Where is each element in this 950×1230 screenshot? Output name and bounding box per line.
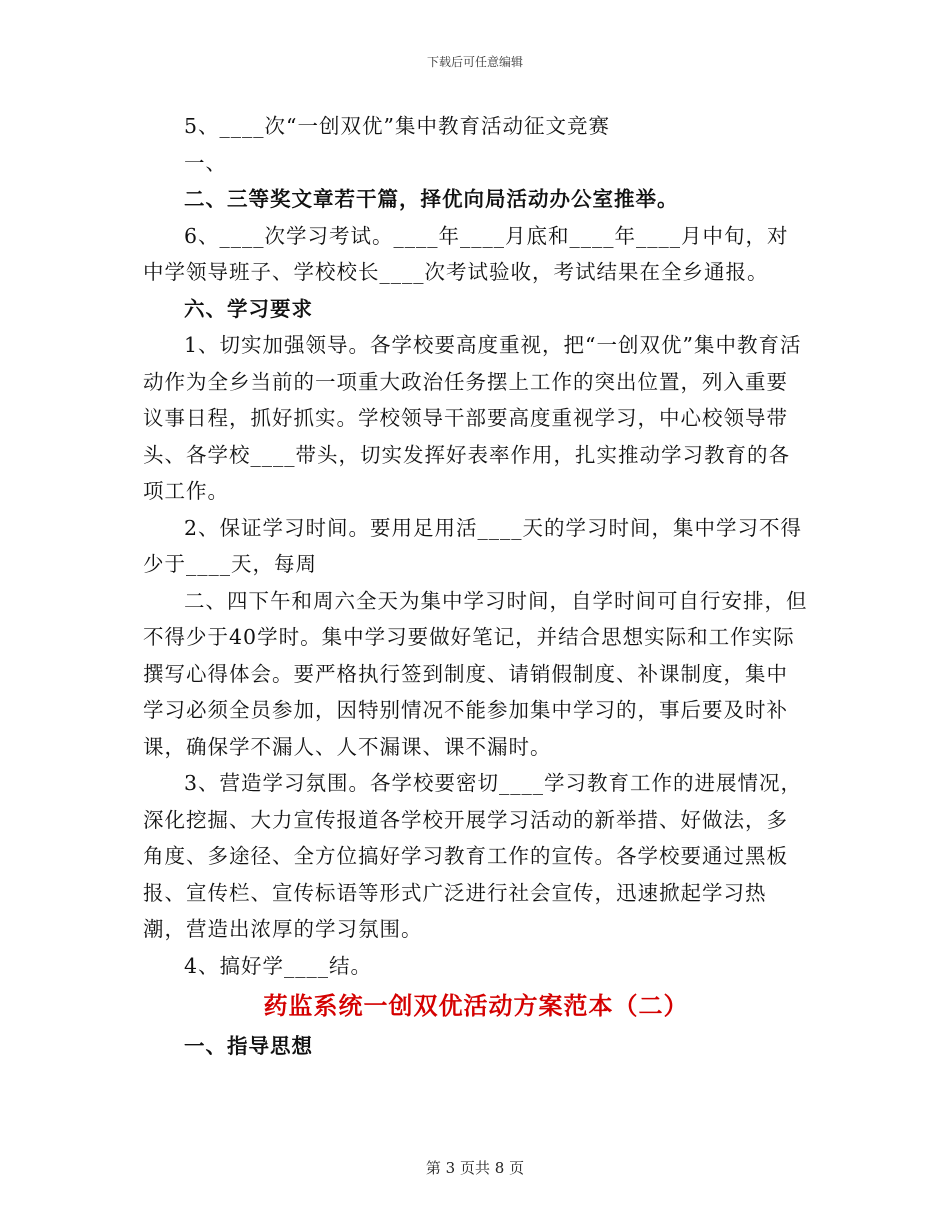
paragraph-study-atmosphere: 3、营造学习氛围。各学校要密切____学习教育工作的进展情况，深化挖掘、大力宣传报道各学校开展学习活动的新举措、好做法，多角度、多途径、全方位搞好学习教育工作的宣传。各学校要通过黑板报、宣传栏、宣传标语等形式广泛进行社会宣传，迅速掀起学习热潮，营造出浓厚的学习氛围。 [143, 771, 803, 941]
paragraph-study-time: 2、保证学习时间。要用足用活____天的学习时间，集中学习不得少于____天，每周 [143, 515, 803, 576]
document-body [143, 108, 809, 1065]
paragraph-summary: 4、搞好学____结。 [184, 953, 373, 978]
paragraph-third-prize: 二、三等奖文章若干篇，择优向局活动办公室推举。 [184, 187, 679, 211]
section-heading-guiding-ideology: 一、指导思想 [184, 1034, 313, 1058]
heading-study-requirements: 六、学习要求 [184, 296, 313, 321]
page-header: 下载后可任意编辑 [426, 55, 523, 69]
paragraph-exam: 6、____次学习考试。____年____月底和____年____月中旬，对中学领导班子、学校校长____次考试验收，考试结果在全乡通报。 [143, 223, 789, 284]
paragraph-study-schedule: 二、四下午和周六全天为集中学习时间，自学时间可自行安排，但不得少于40学时。集中学习要做好笔记，并结合思想实际和工作实际撰写心得体会。要严格执行签到制度、请销假制度、补课制度，集中学习必须全员参加，因特别情况不能参加集中学习的，事后要及时补课，确保学不漏人、人不漏课、课不漏时。 [143, 588, 808, 759]
paragraph-essay-contest: 5、____次“一创双优”集中教育活动征文竞赛 [184, 114, 611, 138]
paragraph-leadership: 1、切实加强领导。各学校要高度重视，把“一创双优”集中教育活动作为全乡当前的一项重大政治任务摆上工作的突出位置，列入重要议事日程，抓好抓实。学校领导干部要高度重视学习，中心校领导带头、各学校____带头，切实发挥好表率作用，扎实推动学习教育的各项工作。 [143, 333, 802, 503]
page-footer: 第 3 页共 8 页 [425, 1159, 525, 1177]
paragraph-item-one: 一、 [184, 150, 227, 175]
section-title: 药监系统一创双优活动方案范本（二） [263, 991, 689, 1020]
